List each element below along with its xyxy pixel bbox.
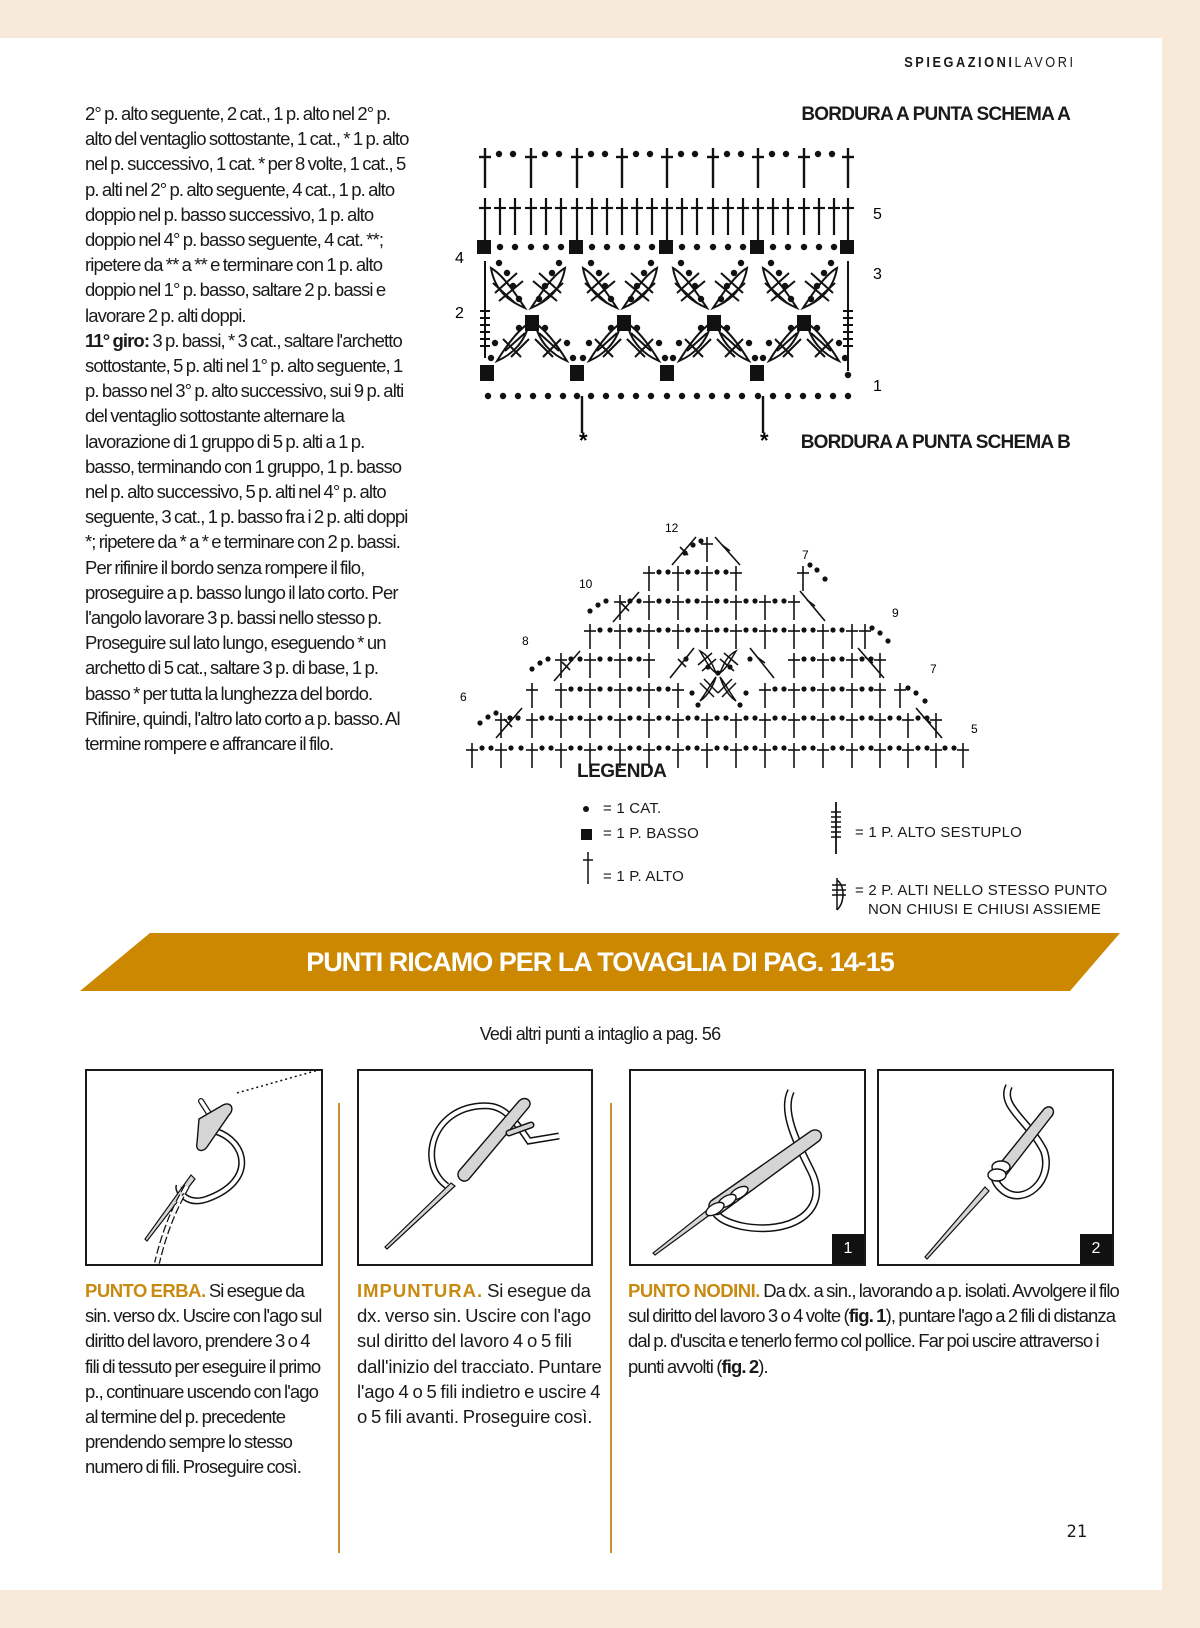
section-header-bold: SPIEGAZIONI [904, 54, 1015, 71]
figure-number-badge: 1 [832, 1234, 864, 1264]
stitch-name: PUNTO NODINI. [628, 1280, 760, 1301]
stitch-text: Da dx. a sin., lavorando a p. isolati. Avvolgere il filo sul diritto del lavoro 3 o 4 volte ( [628, 1280, 1119, 1327]
repeat-marker-left: * [579, 428, 588, 453]
stitch-text: ), puntare l'ago a 2 fili di distanza dal p. d'uscita e tenerlo fermo col pollice. Far poi uscire attraverso i punti avvolti ( [628, 1305, 1116, 1377]
chart-a-row-3: 3 [873, 266, 882, 283]
figure-nodini-2 [877, 1069, 1114, 1266]
chart-a-title: BORDURA A PUNTA SCHEMA A [801, 104, 1070, 125]
chart-a-diagram [455, 143, 975, 453]
figure-number-badge: 2 [1080, 1234, 1112, 1264]
chart-b-title: BORDURA A PUNTA SCHEMA B [800, 432, 1070, 453]
section-header [905, 54, 1076, 71]
section-header-light: LAVORI [1014, 54, 1076, 71]
column-divider [610, 1103, 612, 1553]
chart-b-row-12: 12 [665, 521, 679, 535]
needle-illustration-icon [87, 1071, 321, 1264]
chart-a-row-2: 2 [455, 305, 464, 322]
figure-punto-erba [85, 1069, 323, 1266]
stitch-description-erba [85, 1278, 325, 1480]
round-text: 3 p. bassi, * 3 cat., saltare l'archetto sottostante, 5 p. alti nel 1° p. alto seguente, 1 p. basso nel 3° p. alto successivo, sui 9 p. alti del ventaglio sottostante alternare la lavorazione di 1 gruppo di 5 p. alti a 1 p. basso, terminando con 1 gruppo, 1 p. basso nel p. alto successivo, 5 p. alti nel 4° p. alto seguente, 3 cat., 1 p. basso fra i 2 p. alti doppi *; ripetere da * a * e terminare con 2 p. bassi. Per rifinire il bordo senza rompere il filo, proseguire a p. basso lungo il lato corto. Per l'angolo lavorare 3 p. bassi nello stesso p. Proseguire sul lato lungo, eseguendo * un archetto di 5 cat., saltare 3 p. di base, 1 p. basso * per tutta la lunghezza del bordo. Rifinire, quindi, l'altro lato corto a p. basso. Al termine rompere e affrancare il filo. [85, 329, 408, 755]
legend-label: = 1 CAT. [603, 800, 662, 817]
needle-illustration-icon [359, 1071, 591, 1264]
stitch-name: IMPUNTURA. [357, 1280, 484, 1301]
repeat-marker-right: * [760, 428, 769, 453]
legend-label: = 1 P. BASSO [603, 825, 699, 842]
stitch-name: PUNTO ERBA. [85, 1280, 206, 1301]
stitch-text: ). [758, 1355, 768, 1377]
chart-b-row-9: 9 [892, 606, 899, 620]
column-divider [338, 1103, 340, 1553]
legend-label: = 2 P. ALTI NELLO STESSO PUNTO [855, 882, 1108, 899]
filled-square-icon [581, 829, 592, 840]
magazine-page [0, 38, 1162, 1590]
stitch-stem-icon [582, 850, 594, 886]
legend-label: = 1 P. ALTO SESTUPLO [855, 824, 1023, 841]
round-label: 11° giro: [85, 329, 150, 351]
stitch-description-impuntura [357, 1278, 602, 1429]
legend-label-line2: NON CHIUSI E CHIUSI ASSIEME [868, 901, 1101, 918]
cluster-stitch-icon [829, 876, 849, 912]
page-number: 21 [1066, 1522, 1087, 1542]
chart-a-row-4: 4 [455, 250, 464, 267]
legend-label: = 1 P. ALTO [603, 868, 685, 885]
instructions-column [85, 101, 415, 756]
figure-reference: fig. 1 [848, 1305, 886, 1327]
stitch-text: Si esegue da sin. verso dx. Uscire con l'ago sul diritto del lavoro, prendere 3 o 4 fili di tessuto per eseguire il primo p., continuare uscendo con l'ago al termine del p. precedente prendendo sempre lo stesso numero di fili. Proseguire così. [85, 1280, 322, 1478]
stitch-description-nodini [628, 1278, 1123, 1379]
cross-reference-note: Vedi altri punti a intaglio a pag. 56 [479, 1024, 721, 1044]
legend-title: LEGENDA [577, 761, 667, 782]
instructions-paragraph-round-11 [85, 328, 415, 756]
chart-b-row-8: 8 [522, 634, 529, 648]
stitch-text: Si esegue da dx. verso sin. Uscire con l'ago sul diritto del lavoro 4 o 5 fili dall'inizio del tracciato. Puntare l'ago 4 o 5 fili indietro e uscire 4 o 5 fili avanti. Proseguire così. [357, 1280, 602, 1428]
figure-reference: fig. 2 [721, 1355, 759, 1377]
instructions-paragraph: 2° p. alto seguente, 2 cat., 1 p. alto nel 2° p. alto del ventaglio sottostante, 1 cat., * 1 p. alto nel p. successivo, 1 cat. * per 8 volte, 1 cat., 5 p. alti nel 2° p. alto seguente, 4 cat., 1 p. alto doppio nel p. basso successivo, 1 p. alto doppio nel 4° p. basso seguente, 4 cat. **; ripetere da ** a ** e terminare con 1 p. alto doppio nel 1° p. basso, saltare 2 p. bassi e lavorare 2 p. alti doppi. [85, 103, 409, 326]
chart-a-row-5: 5 [873, 206, 882, 223]
needle-illustration-icon [879, 1071, 1112, 1264]
chart-b-diagram [460, 493, 1020, 773]
chart-b-row-5: 5 [971, 722, 978, 736]
figure-nodini-1 [629, 1069, 866, 1266]
sextuple-stitch-icon [829, 800, 843, 856]
chart-a-row-1: 1 [873, 378, 882, 395]
figure-impuntura [357, 1069, 593, 1266]
chart-b-row-7a: 7 [930, 662, 937, 676]
section-banner-title: PUNTI RICAMO PER LA TOVAGLIA DI PAG. 14-15 [306, 947, 894, 977]
chart-b-row-6: 6 [460, 690, 467, 704]
chart-b-row-7b: 7 [802, 548, 809, 562]
needle-illustration-icon [631, 1071, 864, 1264]
chart-b-row-10: 10 [579, 577, 593, 591]
chain-dot-icon [583, 806, 589, 812]
